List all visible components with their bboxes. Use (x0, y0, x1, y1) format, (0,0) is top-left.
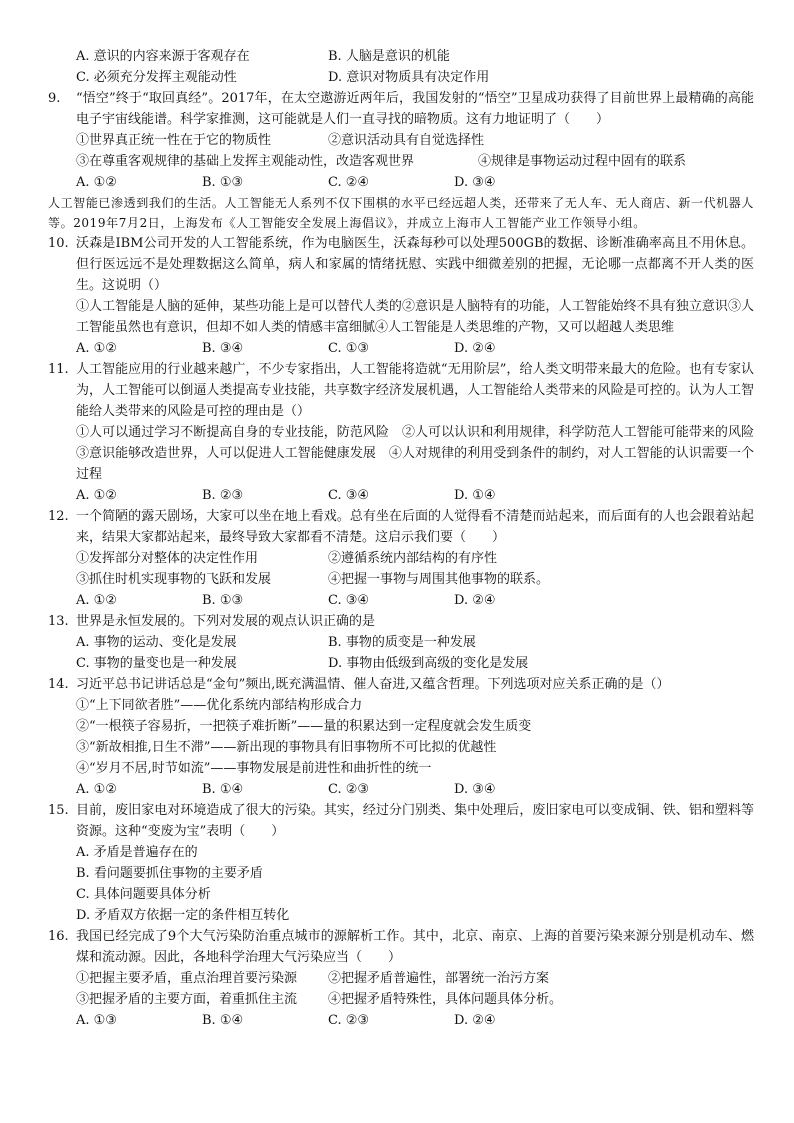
q14-statement-4: ④“岁月不居,时节如流”——事物发展是前进性和曲折性的统一 (76, 761, 432, 776)
q10-stem: 沃森是IBM公司开发的人工智能系统，作为电脑医生，沃森每秒可以处理500GB的数据、诊断准确率高且不用休息。但行医远远不是处理数据这么简单，病人和家属的情绪抚慰、实践中细微差别的把握，无论哪一点都离不开人类的医生。这说明（） (76, 236, 754, 293)
q16-statement-1: ①把握主要矛盾，重点治理首要污染源 (76, 971, 298, 986)
q10-statements: ①人工智能是人脑的延伸，某些功能上是可以替代人类的②意识是人脑特有的功能，人工智能始终不具有独立意识③人工智能虽然也有意识，但却不如人类的情感丰富细腻④人工智能是人类思维的产物，又可以超越人类思维 (76, 299, 754, 335)
q8-option-a: A. 意识的内容来源于客观存在 (76, 49, 250, 64)
q14-option-d: D. ③④ (454, 782, 496, 797)
q16-statement-2: ②把握矛盾普遍性，部署统一治污方案 (328, 971, 550, 986)
q11-option-a: A. ①② (76, 488, 117, 503)
q10-options (48, 338, 754, 359)
q13-options-row2 (48, 653, 754, 674)
q9-option-b: B. ①③ (202, 175, 244, 190)
q11-options (48, 485, 754, 506)
q16-statement-3: ③把握矛盾的主要方面，着重抓住主流 (76, 992, 298, 1007)
q14-option-c: C. ②③ (328, 782, 370, 797)
question-14 (48, 674, 754, 800)
q16-option-d: D. ②④ (454, 1013, 496, 1028)
q13-option-c: C. 事物的量变也是一种发展 (76, 656, 237, 671)
q9-statements-row2 (48, 151, 754, 172)
q9-stem: “悟空”终于“取回真经”。2017年，在太空遨游近两年后，我国发射的“悟空”卫星成功获得了目前世界上最精确的高能电子宇宙线能谱。科学家推测，这可能就是人们一直寻找的暗物质。这有力地证明了（ ） (76, 91, 754, 127)
q9-statement-3: ③在尊重客观规律的基础上发挥主观能动性，改造客观世界 (76, 154, 415, 169)
question-16 (48, 926, 754, 1031)
q9-option-a: A. ①② (76, 175, 117, 190)
q16-statement-4: ④把握矛盾特殊性，具体问题具体分析。 (328, 992, 563, 1007)
question-12 (48, 506, 754, 611)
q16-stem: 我国已经完成了9个大气污染防治重点城市的源解析工作。其中，北京、南京、上海的首要污染来源分别是机动车、燃煤和流动源。因此，各地科学治理大气污染应当（ ） (76, 929, 754, 965)
q9-option-c: C. ②④ (328, 175, 370, 190)
q16-option-c: C. ②③ (328, 1013, 370, 1028)
q13-option-b: B. 事物的质变是一种发展 (328, 635, 476, 650)
q11-stem: 人工智能应用的行业越来越广，不少专家指出，人工智能将造就“无用阶层”，给人类文明带来最大的危险。也有专家认为，人工智能可以倒逼人类提高专业技能，共享数字经济发展机遇，人工智能给人类带来的风险是可控的。认为人工智能给人类带来的风险是可控的理由是（） (76, 362, 754, 419)
q9-options (48, 172, 754, 193)
q12-statements-row1 (48, 548, 754, 569)
q15-stem: 目前，废旧家电对环境造成了很大的污染。其实，经过分门别类、集中处理后，废旧家电可以变成铜、铁、铝和塑料等资源。这种“变废为宝”表明（ ） (76, 803, 754, 839)
q12-statements-row2 (48, 569, 754, 590)
q14-options (48, 779, 754, 800)
q11-number: 11. (48, 362, 69, 377)
q12-statement-4: ④把握一事物与周围其他事物的联系。 (328, 572, 550, 587)
q11-statements: ①人可以通过学习不断提高自身的专业技能，防范风险 ②人可以认识和利用规律，科学防范人工智能可能带来的风险 ③意识能够改造世界，人可以促进人工智能健康发展 ④人对规律的利用受到条件的制约，对人工智能的认识需要一个过程 (76, 425, 768, 482)
q14-statement-3: ③“新故相推,日生不滞”——新出现的事物具有旧事物所不可比拟的优越性 (76, 740, 497, 755)
q16-options (48, 1010, 754, 1031)
q15-number: 15. (48, 803, 69, 818)
q13-option-a: A. 事物的运动、变化是发展 (76, 635, 237, 650)
q10-option-a: A. ①② (76, 341, 117, 356)
q14-statement-2: ②“一根筷子容易折，一把筷子难折断”——量的积累达到一定程度就会发生质变 (76, 719, 532, 734)
q8-option-b: B. 人脑是意识的机能 (328, 49, 450, 64)
q10-number: 10. (48, 236, 69, 251)
question-13 (48, 611, 754, 674)
q11-option-c: C. ③④ (328, 488, 370, 503)
q12-option-b: B. ①③ (202, 593, 244, 608)
q15-option-c: C. 具体问题要具体分析 (76, 887, 211, 902)
q12-option-d: D. ②④ (454, 593, 496, 608)
material-paragraph: 人工智能已渗透到我们的生活。人工智能无人系列不仅下围棋的水平已经远超人类，还带来了无人车、无人商店、新一代机器人等。2019年7月2日，上海发布《人工智能安全发展上海倡议》，并成立上海市人工智能产业工作领导小组。 (48, 196, 754, 230)
q9-option-d: D. ③④ (454, 175, 496, 190)
question-10 (48, 233, 754, 359)
q16-statements-row2 (48, 989, 754, 1010)
q13-options-row1 (48, 632, 754, 653)
q8-option-c: C. 必须充分发挥主观能动性 (76, 70, 237, 85)
q15-option-b: B. 看问题要抓住事物的主要矛盾 (76, 866, 263, 881)
q14-option-a: A. ①② (76, 782, 117, 797)
q12-stem: 一个简陋的露天剧场，大家可以坐在地上看戏。总有坐在后面的人觉得看不清楚而站起来，而后面有的人也会跟着站起来，结果大家都站起来，最终导致大家都看不清楚。这启示我们要（ ） (76, 509, 754, 545)
q14-statement-1: ①“上下同欲者胜”——优化系统内部结构形成合力 (76, 698, 363, 713)
q8-options-row2 (48, 67, 754, 88)
q13-option-d: D. 事物由低级到高级的变化是发展 (328, 656, 529, 671)
q13-stem: 世界是永恒发展的。下列对发展的观点认识正确的是 (76, 614, 376, 629)
q16-number: 16. (48, 929, 69, 944)
q14-stem: 习近平总书记讲话总是“金句”频出,既充满温情、催人奋进,又蕴含哲理。下列选项对应关系正确的是（） (76, 677, 670, 692)
question-9 (48, 88, 754, 193)
q12-statement-3: ③抓住时机实现事物的飞跃和发展 (76, 572, 272, 587)
q12-number: 12. (48, 509, 69, 524)
q15-option-a: A. 矛盾是普遍存在的 (76, 845, 198, 860)
question-11 (48, 359, 768, 506)
q14-option-b: B. ①④ (202, 782, 244, 797)
q16-option-b: B. ①④ (202, 1013, 244, 1028)
question-15 (48, 800, 754, 926)
q9-statement-2: ②意识活动具有自觉选择性 (328, 133, 485, 148)
q8-option-d: D. 意识对物质具有决定作用 (328, 70, 490, 85)
q12-statement-1: ①发挥部分对整体的决定性作用 (76, 551, 259, 566)
q16-option-a: A. ①③ (76, 1013, 117, 1028)
q9-statement-1: ①世界真正统一性在于它的物质性 (76, 133, 272, 148)
q10-option-c: C. ①③ (328, 341, 370, 356)
q10-option-d: D. ②④ (454, 341, 496, 356)
q11-option-d: D. ①④ (454, 488, 496, 503)
q14-number: 14. (48, 677, 69, 692)
q11-option-b: B. ②③ (202, 488, 244, 503)
q8-options-row1 (48, 46, 754, 67)
q12-option-c: C. ③④ (328, 593, 370, 608)
q12-options (48, 590, 754, 611)
q15-option-d: D. 矛盾双方依据一定的条件相互转化 (76, 908, 290, 923)
q9-number: 9. (48, 91, 61, 106)
q9-statement-4: ④规律是事物运动过程中固有的联系 (478, 154, 687, 169)
q10-option-b: B. ③④ (202, 341, 244, 356)
q12-option-a: A. ①② (76, 593, 117, 608)
q16-statements-row1 (48, 968, 754, 989)
q12-statement-2: ②遵循系统内部结构的有序性 (328, 551, 498, 566)
q9-statements-row1 (48, 130, 754, 151)
q13-number: 13. (48, 614, 69, 629)
